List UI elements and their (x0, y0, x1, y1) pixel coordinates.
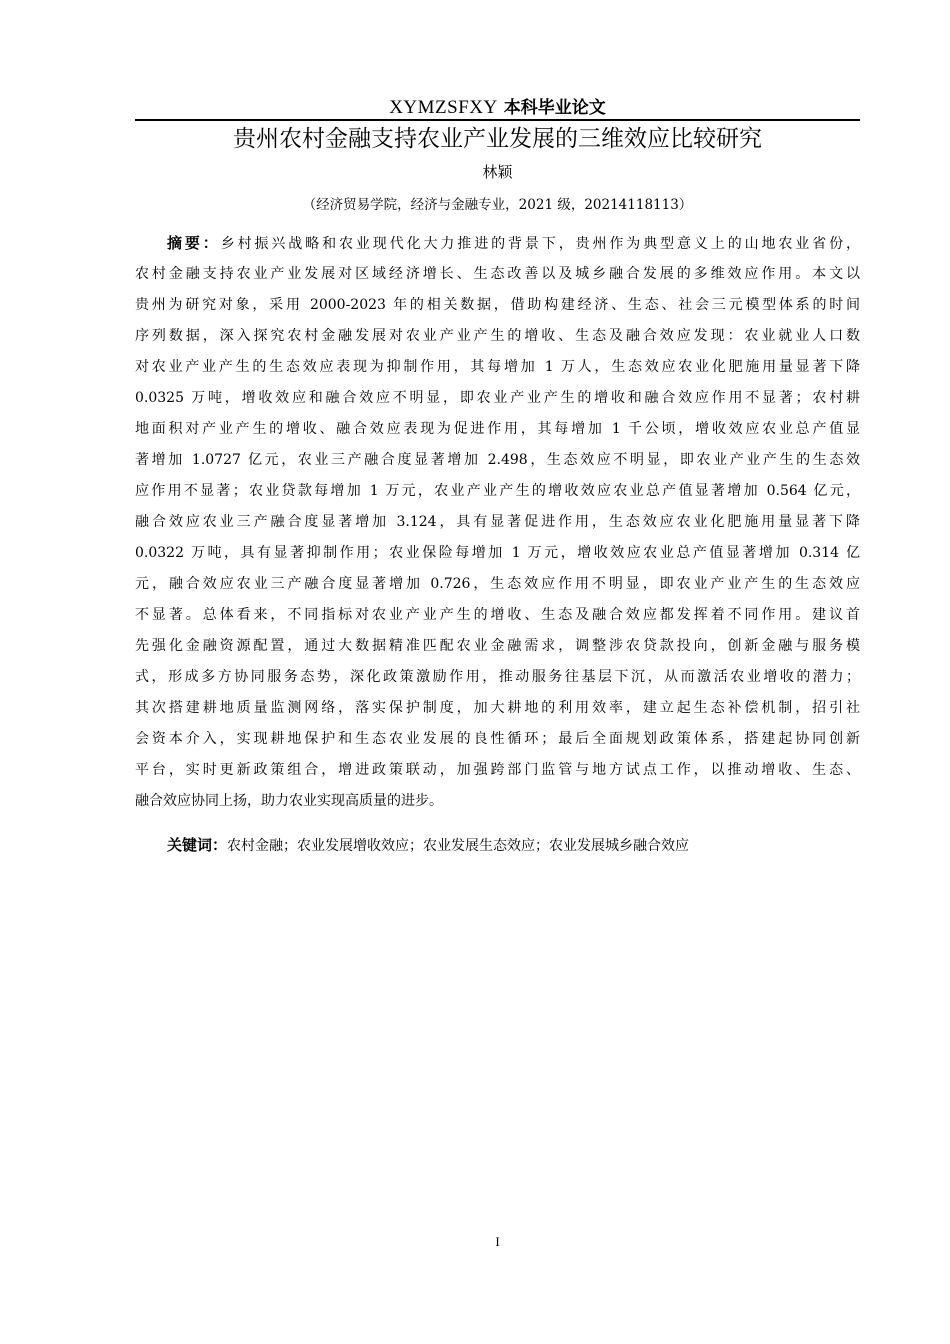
abstract-line (135, 228, 860, 259)
abstract-line: 序列数据，深入探究农村金融发展对农业产业产生的增收、生态及融合效应发现：农业就业人口数 (135, 328, 860, 344)
abstract-line: 地面积对产业产生的增收、融合效应表现为促进作用，其每增加 1 千公顷，增收效应农业总产值显 (135, 421, 860, 437)
keywords-section (167, 831, 860, 859)
abstract-line: 贵州为研究对象，采用 2000-2023 年的相关数据，借助构建经济、生态、社会三元模型体系的时间 (135, 297, 860, 313)
abstract-line: 平台，实时更新政策组合，增进政策联动，加强跨部门监管与地方试点工作，以推动增收、生态、 (135, 762, 860, 778)
abstract-line: 农村金融支持农业产业发展对区域经济增长、生态改善以及城乡融合发展的多维效应作用。本文以 (135, 266, 860, 282)
header-code: XYMZSFXY (389, 97, 498, 118)
abstract-line: 元，融合效应农业三产融合度显著增加 0.726，生态效应作用不明显，即农业产业产生的生态效应 (135, 576, 860, 592)
abstract-section (135, 228, 860, 817)
abstract-line: 会资本介入，实现耕地保护和生态农业发展的良性循环；最后全面规划政策体系，搭建起协同创新 (135, 731, 860, 747)
abstract-line-text: 乡村振兴战略和农业现代化大力推进的背景下，贵州作为典型意义上的山地农业省份， (220, 236, 860, 252)
abstract-line: 著增加 1.0727 亿元，农业三产融合度显著增加 2.498，生态效应不明显，即农业产业产生的生态效 (135, 452, 860, 468)
author-affiliation: （经济贸易学院，经济与金融专业，2021 级，20214118113） (302, 197, 693, 213)
abstract-line: 对农业产业产生的生态效应表现为抑制作用，其每增加 1 万人，生态效应农业化肥施用量显著下降 (135, 359, 860, 375)
abstract-line: 应作用不显著；农业贷款每增加 1 万元，农业产业产生的增收效应农业总产值显著增加 0.564 亿元， (135, 483, 860, 499)
keywords-text: 农村金融；农业发展增收效应；农业发展生态效应；农业发展城乡融合效应 (227, 838, 690, 854)
abstract-line: 0.0325 万吨，增收效应和融合效应不明显，即农业产业产生的增收和融合效应作用不显著；农村耕 (135, 390, 860, 406)
author-name: 林颖 (482, 163, 513, 181)
abstract-line: 融合效应协同上扬，助力农业实现高质量的进步。 (135, 793, 443, 809)
abstract-line: 先强化金融资源配置，通过大数据精准匹配农业金融需求，调整涉农贷款投向，创新金融与服务模 (135, 638, 860, 654)
page-number: I (495, 1234, 500, 1249)
abstract-line: 融合效应农业三产融合度显著增加 3.124，具有显著促进作用，生态效应农业化肥施用量显著下降 (135, 514, 860, 530)
keywords-label: 关键词： (167, 836, 228, 854)
abstract-line: 其次搭建耕地质量监测网络，落实保护制度，加大耕地的利用效率，建立起生态补偿机制，招引社 (135, 700, 860, 716)
header-rule (135, 119, 860, 121)
abstract-line: 不显著。总体看来，不同指标对农业产业产生的增收、生态及融合效应都发挥着不同作用。建议首 (135, 607, 860, 623)
abstract-line: 0.0322 万吨，具有显著抑制作用；农业保险每增加 1 万元，增收效应农业总产值显著增加 0.314 亿 (135, 545, 860, 561)
abstract-label: 摘要： (167, 234, 221, 252)
header-label: 本科毕业论文 (503, 98, 606, 118)
abstract-line: 式，形成多方协同服务态势，深化政策激励作用，推动服务往基层下沉，从而激活农业增收的潜力； (135, 669, 860, 685)
paper-title: 贵州农村金融支持农业产业发展的三维效应比较研究 (233, 126, 762, 152)
running-header (135, 94, 860, 120)
